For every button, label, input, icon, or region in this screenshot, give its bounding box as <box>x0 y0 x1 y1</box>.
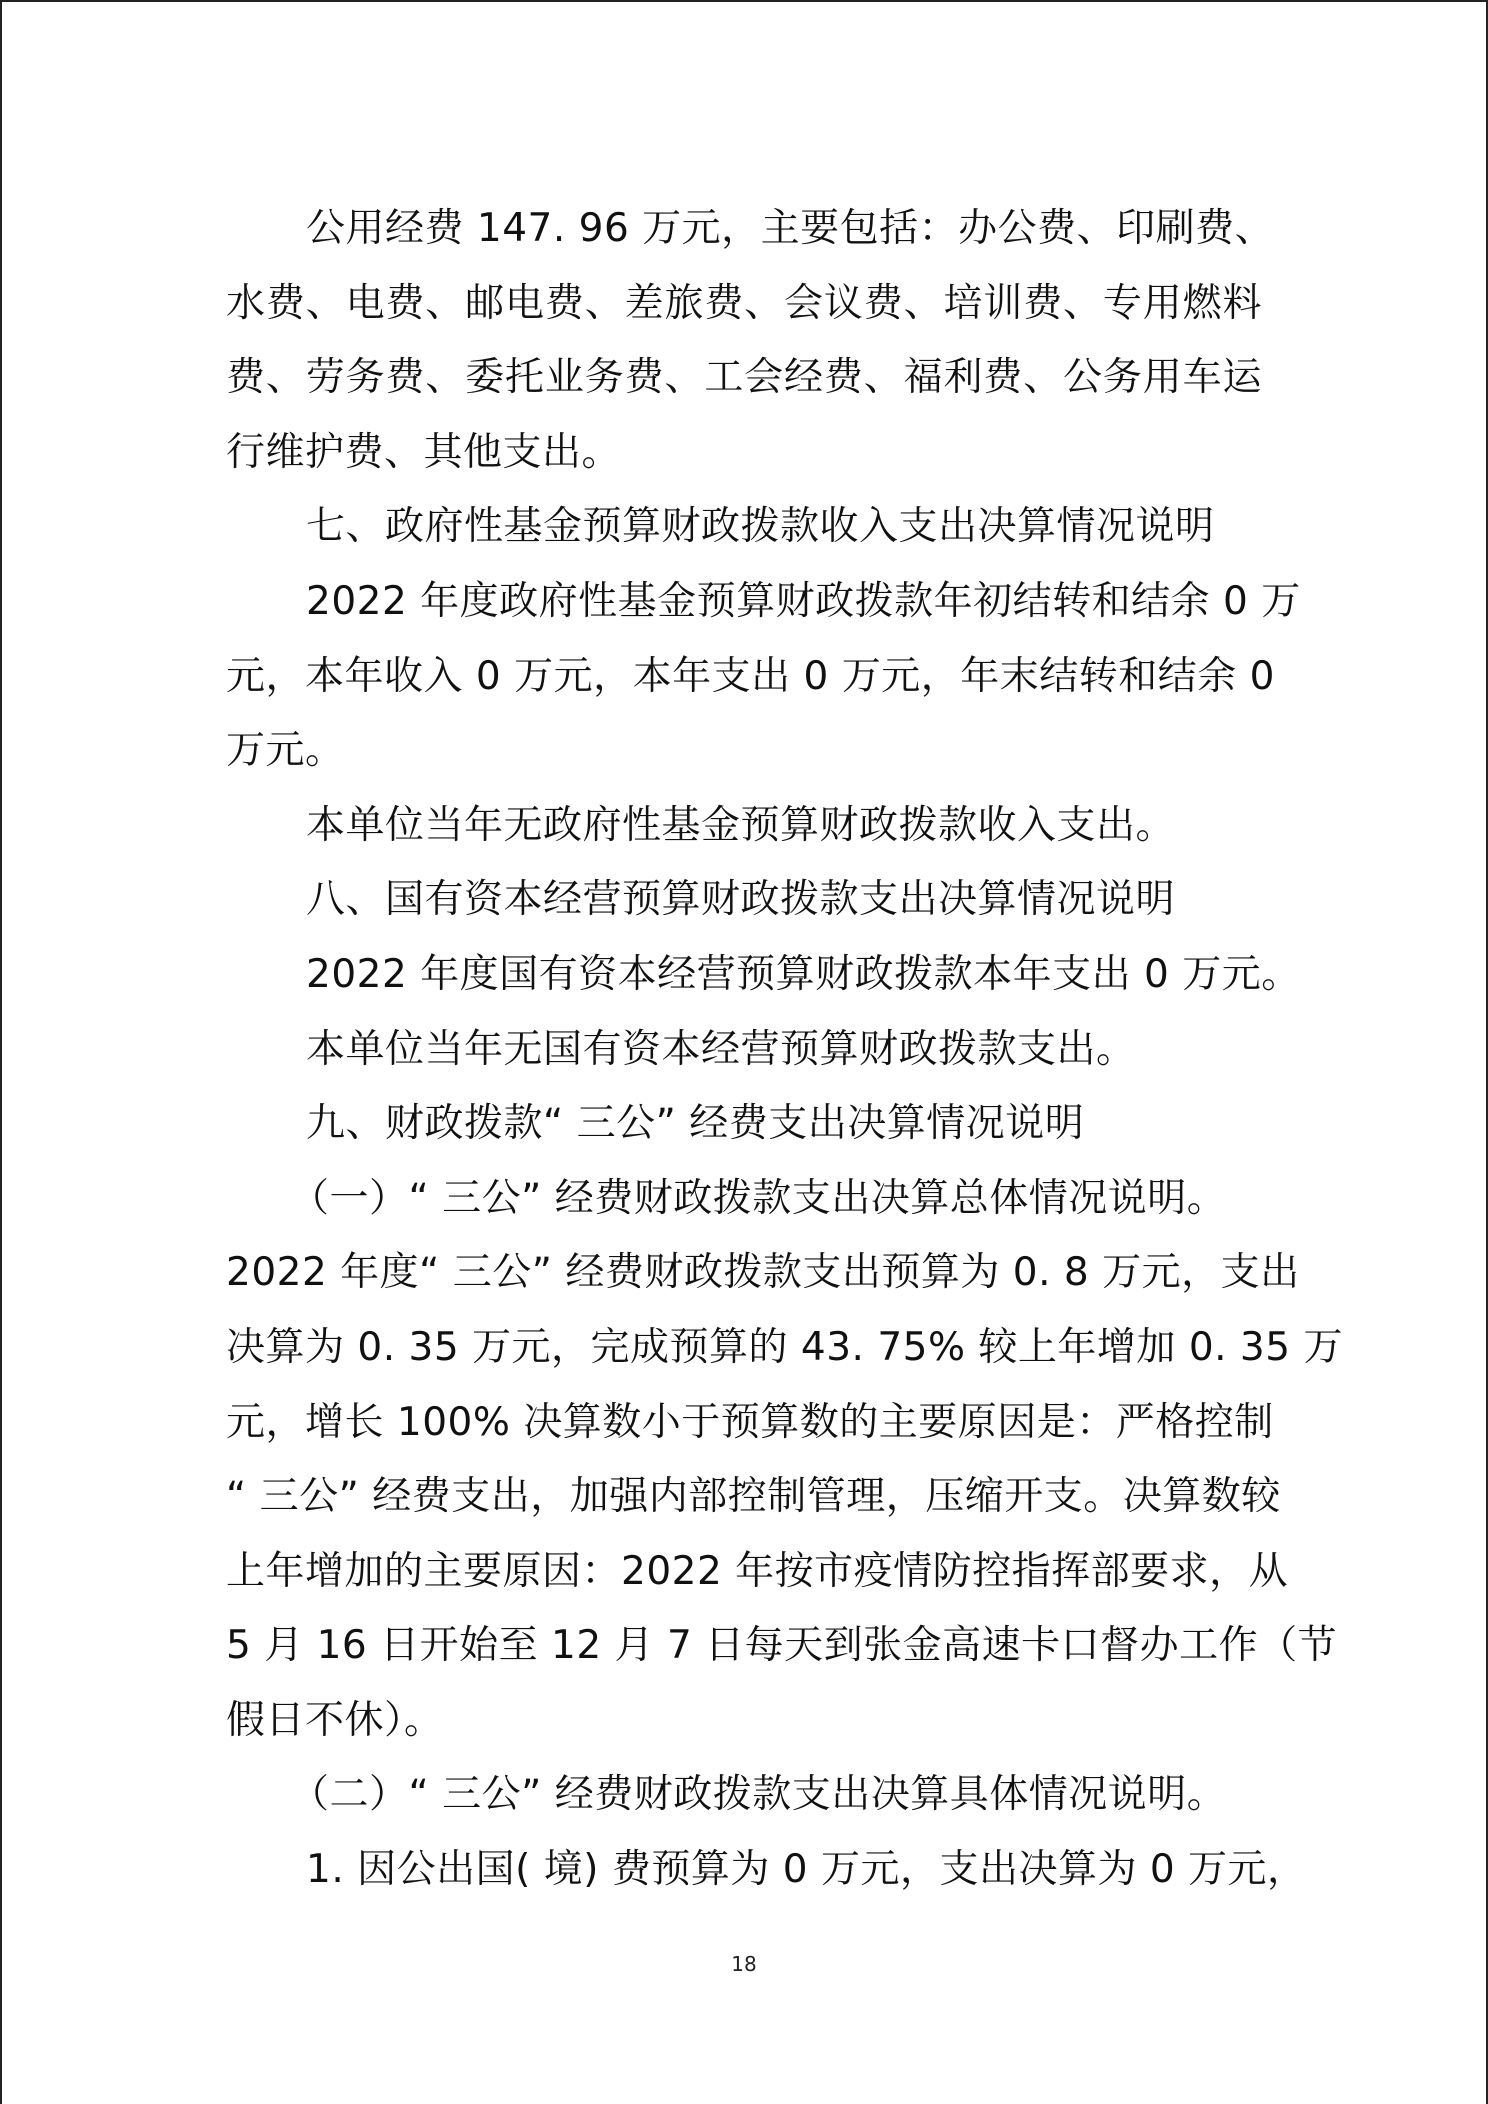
text-line: 公用经费 147. 96 万元，主要包括：办公费、印刷费、 <box>306 206 1275 251</box>
text-line: 2022 年度政府性基金预算财政拨款年初结转和结余 0 万 <box>306 578 1301 624</box>
section-heading: 九、财政拨款“ 三公” 经费支出决算情况说明 <box>306 1101 1085 1147</box>
text-line: 费、劳务费、委托业务费、工会经费、福利费、公务用车运 <box>226 355 1262 401</box>
section-heading: 七、政府性基金预算财政拨款收入支出决算情况说明 <box>306 504 1215 550</box>
text-line: 5 月 16 日开始至 12 月 7 日每天到张金高速卡口督办工作（节 <box>226 1623 1338 1669</box>
document-body <box>226 192 1343 1908</box>
subsection-heading: （二）“ 三公” 经费财政拨款支出决算具体情况说明。 <box>290 1772 1227 1818</box>
text-line: 水费、电费、邮电费、差旅费、会议费、培训费、专用燃料 <box>226 280 1262 326</box>
text-line: 行维护费、其他支出。 <box>226 429 622 475</box>
text-line: 元，本年收入 0 万元，本年支出 0 万元，年末结转和结余 0 <box>226 653 1275 699</box>
text-line: 假日不休）。 <box>226 1697 444 1743</box>
text-line: 元，增长 100% 决算数小于预算数的主要原因是：严格控制 <box>226 1399 1274 1445</box>
text-line: 2022 年度国有资本经营预算财政拨款本年支出 0 万元。 <box>306 951 1301 997</box>
page-number: 18 <box>731 1952 757 1976</box>
text-line: 本单位当年无政府性基金预算财政拨款收入支出。 <box>306 802 1176 848</box>
section-heading: 八、国有资本经营预算财政拨款支出决算情况说明 <box>306 877 1176 923</box>
subsection-heading: （一）“ 三公” 经费财政拨款支出决算总体情况说明。 <box>290 1175 1227 1221</box>
text-line: 万元。 <box>226 728 345 774</box>
text-line: 决算为 0. 35 万元，完成预算的 43. 75% 较上年增加 0. 35 万 <box>226 1324 1343 1370</box>
text-line: “ 三公” 经费支出，加强内部控制管理，压缩开支。决算数较 <box>226 1474 1281 1520</box>
text-line: 1. 因公出国( 境) 费预算为 0 万元，支出决算为 0 万元， <box>306 1847 1307 1893</box>
text-line: 上年增加的主要原因：2022 年按市疫情防控指挥部要求，从 <box>226 1548 1289 1594</box>
text-line: 2022 年度“ 三公” 经费财政拨款支出预算为 0. 8 万元，支出 <box>226 1250 1300 1296</box>
text-line: 本单位当年无国有资本经营预算财政拨款支出。 <box>306 1026 1136 1072</box>
